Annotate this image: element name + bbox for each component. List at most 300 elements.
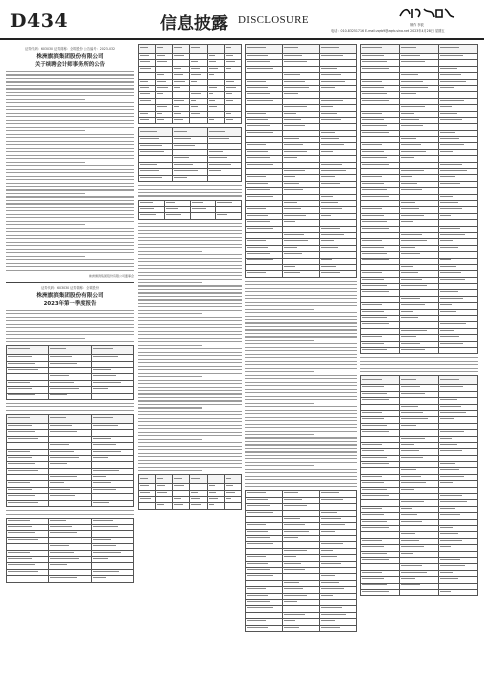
cell-text-placeholder [401,343,420,344]
cell-text-placeholder [284,582,299,583]
table-cell [190,213,216,219]
cell-text-placeholder [401,379,416,380]
table-cell [283,271,320,277]
cell-text-placeholder [440,304,452,305]
cell-text-placeholder [362,189,387,190]
text-line [6,263,134,264]
text-line [245,329,357,330]
table-cell [49,414,91,423]
announcement-title: 关于续聘会计师事务所的公告 [34,62,106,68]
cell-text-placeholder [362,399,389,400]
cell-text-placeholder [401,93,416,94]
cell-text-placeholder [401,514,417,515]
cell-text-placeholder [321,531,335,532]
text-line [6,102,134,103]
cell-text-placeholder [362,285,387,286]
cell-text-placeholder [362,495,389,496]
cell-text-placeholder [321,550,333,551]
cell-text-placeholder [362,151,384,152]
cell-text-placeholder [401,247,415,248]
cell-text-placeholder [362,247,384,248]
cell-text-placeholder [8,356,32,357]
table-row [361,589,478,595]
text-line [6,403,134,404]
text-line [138,338,242,339]
text-line [138,456,242,457]
cell-text-placeholder [50,532,76,533]
cell-text-placeholder [401,438,425,439]
table-cell [320,271,357,277]
cell-text-placeholder [362,546,384,547]
table-cell [49,576,91,582]
cell-text-placeholder [174,81,184,82]
cell-text-placeholder [284,588,303,589]
cell-text-placeholder [8,451,30,452]
text-line [245,472,357,473]
cell-text-placeholder [174,504,182,505]
cell-text-placeholder [321,106,333,107]
table-cell [173,45,190,54]
cell-text-placeholder [209,498,219,499]
cell-text-placeholder [362,540,382,541]
table-cell [139,503,156,509]
text-line [6,217,134,218]
text-line [6,155,134,156]
table-cell [283,45,320,54]
cell-text-placeholder [247,113,266,114]
cell-text-placeholder [362,215,384,216]
cell-text-placeholder [209,170,222,171]
text-line [360,357,478,358]
cell-text-placeholder [321,132,335,133]
text-line [138,272,242,273]
cell-text-placeholder [93,539,111,540]
text-line [245,434,314,435]
cell-text-placeholder [50,564,67,565]
cell-text-placeholder [8,482,30,483]
table-cell [190,117,207,123]
cell-text-placeholder [247,492,266,493]
cell-text-placeholder [401,578,415,579]
cell-text-placeholder [321,81,345,82]
table-cell [361,45,400,54]
cell-text-placeholder [440,113,457,114]
cell-text-placeholder [247,272,266,273]
text-line [245,420,357,421]
table-cell [91,576,133,582]
cell-text-placeholder [401,157,414,158]
cell-text-placeholder [93,438,111,439]
cell-text-placeholder [440,379,459,380]
cell-text-placeholder [284,505,307,506]
cell-text-placeholder [284,247,297,248]
text-line [6,144,134,145]
cell-text-placeholder [50,526,71,527]
text-line [6,510,134,511]
data-table [245,490,357,632]
table-row [139,45,242,54]
cell-text-placeholder [321,607,342,608]
cell-text-placeholder [401,125,423,126]
table-cell [224,45,241,54]
cell-text-placeholder [440,330,454,331]
cell-text-placeholder [226,113,231,114]
cell-text-placeholder [401,393,425,394]
cell-text-placeholder [440,572,453,573]
text-line [6,210,134,211]
text-line [138,268,242,269]
cell-text-placeholder [174,100,183,101]
cell-text-placeholder [157,55,165,56]
text-line [6,313,134,314]
cell-text-placeholder [217,202,231,203]
cell-text-placeholder [321,259,332,260]
cell-text-placeholder [157,61,166,62]
text-line [138,317,242,318]
text-line [6,169,134,170]
text-line [360,368,478,369]
cell-text-placeholder [93,388,109,389]
cell-text-placeholder [191,81,196,82]
cell-text-placeholder [401,317,418,318]
cell-text-placeholder [140,68,151,69]
text-line [245,396,357,397]
cell-text-placeholder [401,81,423,82]
cell-text-placeholder [321,234,344,235]
cell-text-placeholder [217,214,227,215]
text-line [138,418,242,419]
cell-text-placeholder [284,144,303,145]
cell-text-placeholder [247,100,273,101]
cell-text-placeholder [50,489,69,490]
text-line [6,514,134,515]
cell-text-placeholder [226,81,235,82]
cell-text-placeholder [440,215,451,216]
announcement-2-body [6,310,134,342]
text-line [245,322,357,323]
cell-text-placeholder [321,247,338,248]
table-row [7,576,134,582]
text-line [138,407,202,408]
announcement-2-header [6,285,134,307]
cell-text-placeholder [140,100,151,101]
cell-text-placeholder [440,132,455,133]
text-line [245,281,357,282]
cell-text-placeholder [362,463,389,464]
cell-text-placeholder [321,266,336,267]
text-line [6,127,134,128]
text-line [138,345,202,346]
cell-text-placeholder [157,81,166,82]
cell-text-placeholder [321,563,341,564]
cell-text-placeholder [8,552,30,553]
text-line [138,244,242,245]
announcement-title: 2023年第一季度报告 [43,300,97,307]
cell-text-placeholder [401,501,424,502]
cell-text-placeholder [284,87,309,88]
cell-text-placeholder [284,208,301,209]
cell-text-placeholder [362,559,389,560]
text-line [6,106,134,107]
cell-text-placeholder [157,492,166,493]
text-line [245,479,357,480]
cell-text-placeholder [440,540,462,541]
table-cell [207,175,241,181]
cell-text-placeholder [284,189,303,190]
text-line [138,352,242,353]
text-line [245,343,357,344]
cell-text-placeholder [8,526,32,527]
text-line [6,172,134,173]
table-cell [190,45,207,54]
text-line [6,179,134,180]
cell-text-placeholder [209,151,223,152]
cell-text-placeholder [140,145,162,146]
cell-text-placeholder [401,208,419,209]
table-cell [49,346,91,355]
cell-text-placeholder [247,183,268,184]
cell-text-placeholder [140,177,162,178]
cell-text-placeholder [284,531,309,532]
cell-text-placeholder [284,595,307,596]
text-block [360,357,478,372]
cell-text-placeholder [140,119,149,120]
cell-text-placeholder [362,343,384,344]
cell-text-placeholder [50,356,71,357]
text-line [245,368,357,369]
table-cell [139,128,173,137]
cell-text-placeholder [50,558,79,559]
cell-text-placeholder [440,247,458,248]
cell-text-placeholder [440,444,457,445]
cell-text-placeholder [284,537,298,538]
text-line [6,193,85,194]
cell-text-placeholder [226,55,234,56]
cell-text-placeholder [191,47,200,48]
cell-text-placeholder [362,68,389,69]
text-line [245,302,357,303]
text-line [138,373,242,374]
table-row [139,213,242,219]
table-cell [139,175,173,181]
cell-text-placeholder [140,492,150,493]
cell-text-placeholder [284,524,305,525]
table-cell [320,45,357,54]
cell-text-placeholder [50,476,77,477]
text-line [138,414,242,415]
cell-text-placeholder [93,526,119,527]
text-line [245,298,357,299]
table-cell [7,346,49,355]
cell-text-placeholder [247,537,270,538]
text-line [245,371,314,372]
cell-text-placeholder [247,627,268,628]
cell-text-placeholder [226,47,232,48]
cell-text-placeholder [93,382,121,383]
cell-text-placeholder [247,93,270,94]
text-line [6,109,134,110]
cell-text-placeholder [321,582,339,583]
table-cell [156,117,173,123]
cell-text-placeholder [50,382,74,383]
cell-text-placeholder [140,113,148,114]
cell-text-placeholder [50,451,74,452]
cell-text-placeholder [140,498,151,499]
cell-text-placeholder [174,164,193,165]
text-line [6,95,134,96]
cell-text-placeholder [362,47,382,48]
text-line [245,441,357,442]
cell-text-placeholder [226,100,234,101]
text-line [6,123,134,124]
cell-text-placeholder [8,489,32,490]
cell-text-placeholder [50,363,76,364]
cell-text-placeholder [440,399,457,400]
section-title-en: DISCLOSURE [238,14,309,26]
cell-text-placeholder [247,253,270,254]
cell-text-placeholder [401,546,424,547]
cell-text-placeholder [440,418,454,419]
text-line [245,413,357,414]
cell-text-placeholder [362,379,382,380]
text-line [138,289,242,290]
table-cell [246,625,283,631]
cell-text-placeholder [209,100,215,101]
cell-text-placeholder [8,463,35,464]
signature: 株洲旗滨集团股份有限公司董事会 [88,273,134,278]
cell-text-placeholder [8,532,35,533]
cell-text-placeholder [157,74,164,75]
text-line [6,200,134,201]
cell-text-placeholder [284,234,304,235]
cell-text-placeholder [50,375,69,376]
cell-text-placeholder [362,393,387,394]
cell-text-placeholder [401,215,424,216]
text-line [245,347,357,348]
text-line [6,334,134,335]
cell-text-placeholder [247,512,273,513]
cell-text-placeholder [174,170,197,171]
cell-text-placeholder [440,81,466,82]
cell-text-placeholder [321,164,342,165]
text-line [6,134,134,135]
cell-text-placeholder [362,476,382,477]
text-line [6,410,134,411]
table-cell [400,376,439,385]
cell-text-placeholder [93,356,119,357]
cell-text-placeholder [362,157,387,158]
text-line [245,295,357,296]
cell-text-placeholder [362,418,384,419]
cell-text-placeholder [209,68,219,69]
cell-text-placeholder [401,482,426,483]
masthead [0,0,484,40]
text-line [245,444,357,445]
cell-text-placeholder [440,291,458,292]
cell-text-placeholder [362,81,382,82]
cell-text-placeholder [401,272,418,273]
cell-text-placeholder [401,584,420,585]
cell-text-placeholder [191,478,200,479]
text-line [245,399,357,400]
cell-text-placeholder [50,417,66,418]
announcement-1-header [6,46,134,68]
cell-text-placeholder [401,106,425,107]
cell-text-placeholder [247,556,266,557]
text-line [6,120,134,121]
table-cell [439,376,478,385]
cell-text-placeholder [93,476,106,477]
text-block [245,281,357,488]
cell-text-placeholder [401,521,422,522]
cell-text-placeholder [440,266,456,267]
newspaper-logo [398,6,456,20]
text-line [245,455,357,456]
table-cell [361,376,400,385]
text-line [245,305,357,306]
table-cell [207,503,224,509]
text-line [138,296,242,297]
cell-text-placeholder [321,100,343,101]
cell-text-placeholder [140,55,149,56]
cell-text-placeholder [440,501,467,502]
cell-text-placeholder [440,533,458,534]
cell-text-placeholder [247,601,270,602]
text-line [245,431,357,432]
text-line [245,483,357,484]
cell-text-placeholder [140,81,148,82]
table-cell [7,500,49,506]
text-line [138,223,242,224]
text-line [138,261,242,262]
cell-text-placeholder [247,543,273,544]
cell-text-placeholder [401,425,416,426]
table-cell [7,393,49,399]
text-line [138,435,242,436]
text-line [245,451,357,452]
cell-text-placeholder [440,386,463,387]
text-line [245,340,314,341]
table-cell [49,393,91,399]
cell-text-placeholder [401,450,419,451]
cell-text-placeholder [321,518,341,519]
cell-text-placeholder [8,438,38,439]
cell-text-placeholder [209,138,229,139]
cell-text-placeholder [440,336,459,337]
table-cell [91,346,133,355]
cell-text-placeholder [362,119,384,120]
text-line [245,469,357,470]
cell-text-placeholder [8,457,32,458]
cell-text-placeholder [8,363,35,364]
cell-text-placeholder [284,492,298,493]
text-line [138,404,242,405]
cell-text-placeholder [191,498,199,499]
cell-text-placeholder [362,489,387,490]
cell-text-placeholder [174,498,181,499]
cell-text-placeholder [362,100,389,101]
text-line [6,85,134,86]
cell-text-placeholder [93,457,109,458]
cell-text-placeholder [440,47,459,48]
text-line [245,465,314,466]
cell-text-placeholder [247,505,270,506]
text-line [6,78,134,79]
cell-text-placeholder [8,348,30,349]
text-line [6,158,134,159]
cell-text-placeholder [321,499,343,500]
cell-text-placeholder [140,131,157,132]
